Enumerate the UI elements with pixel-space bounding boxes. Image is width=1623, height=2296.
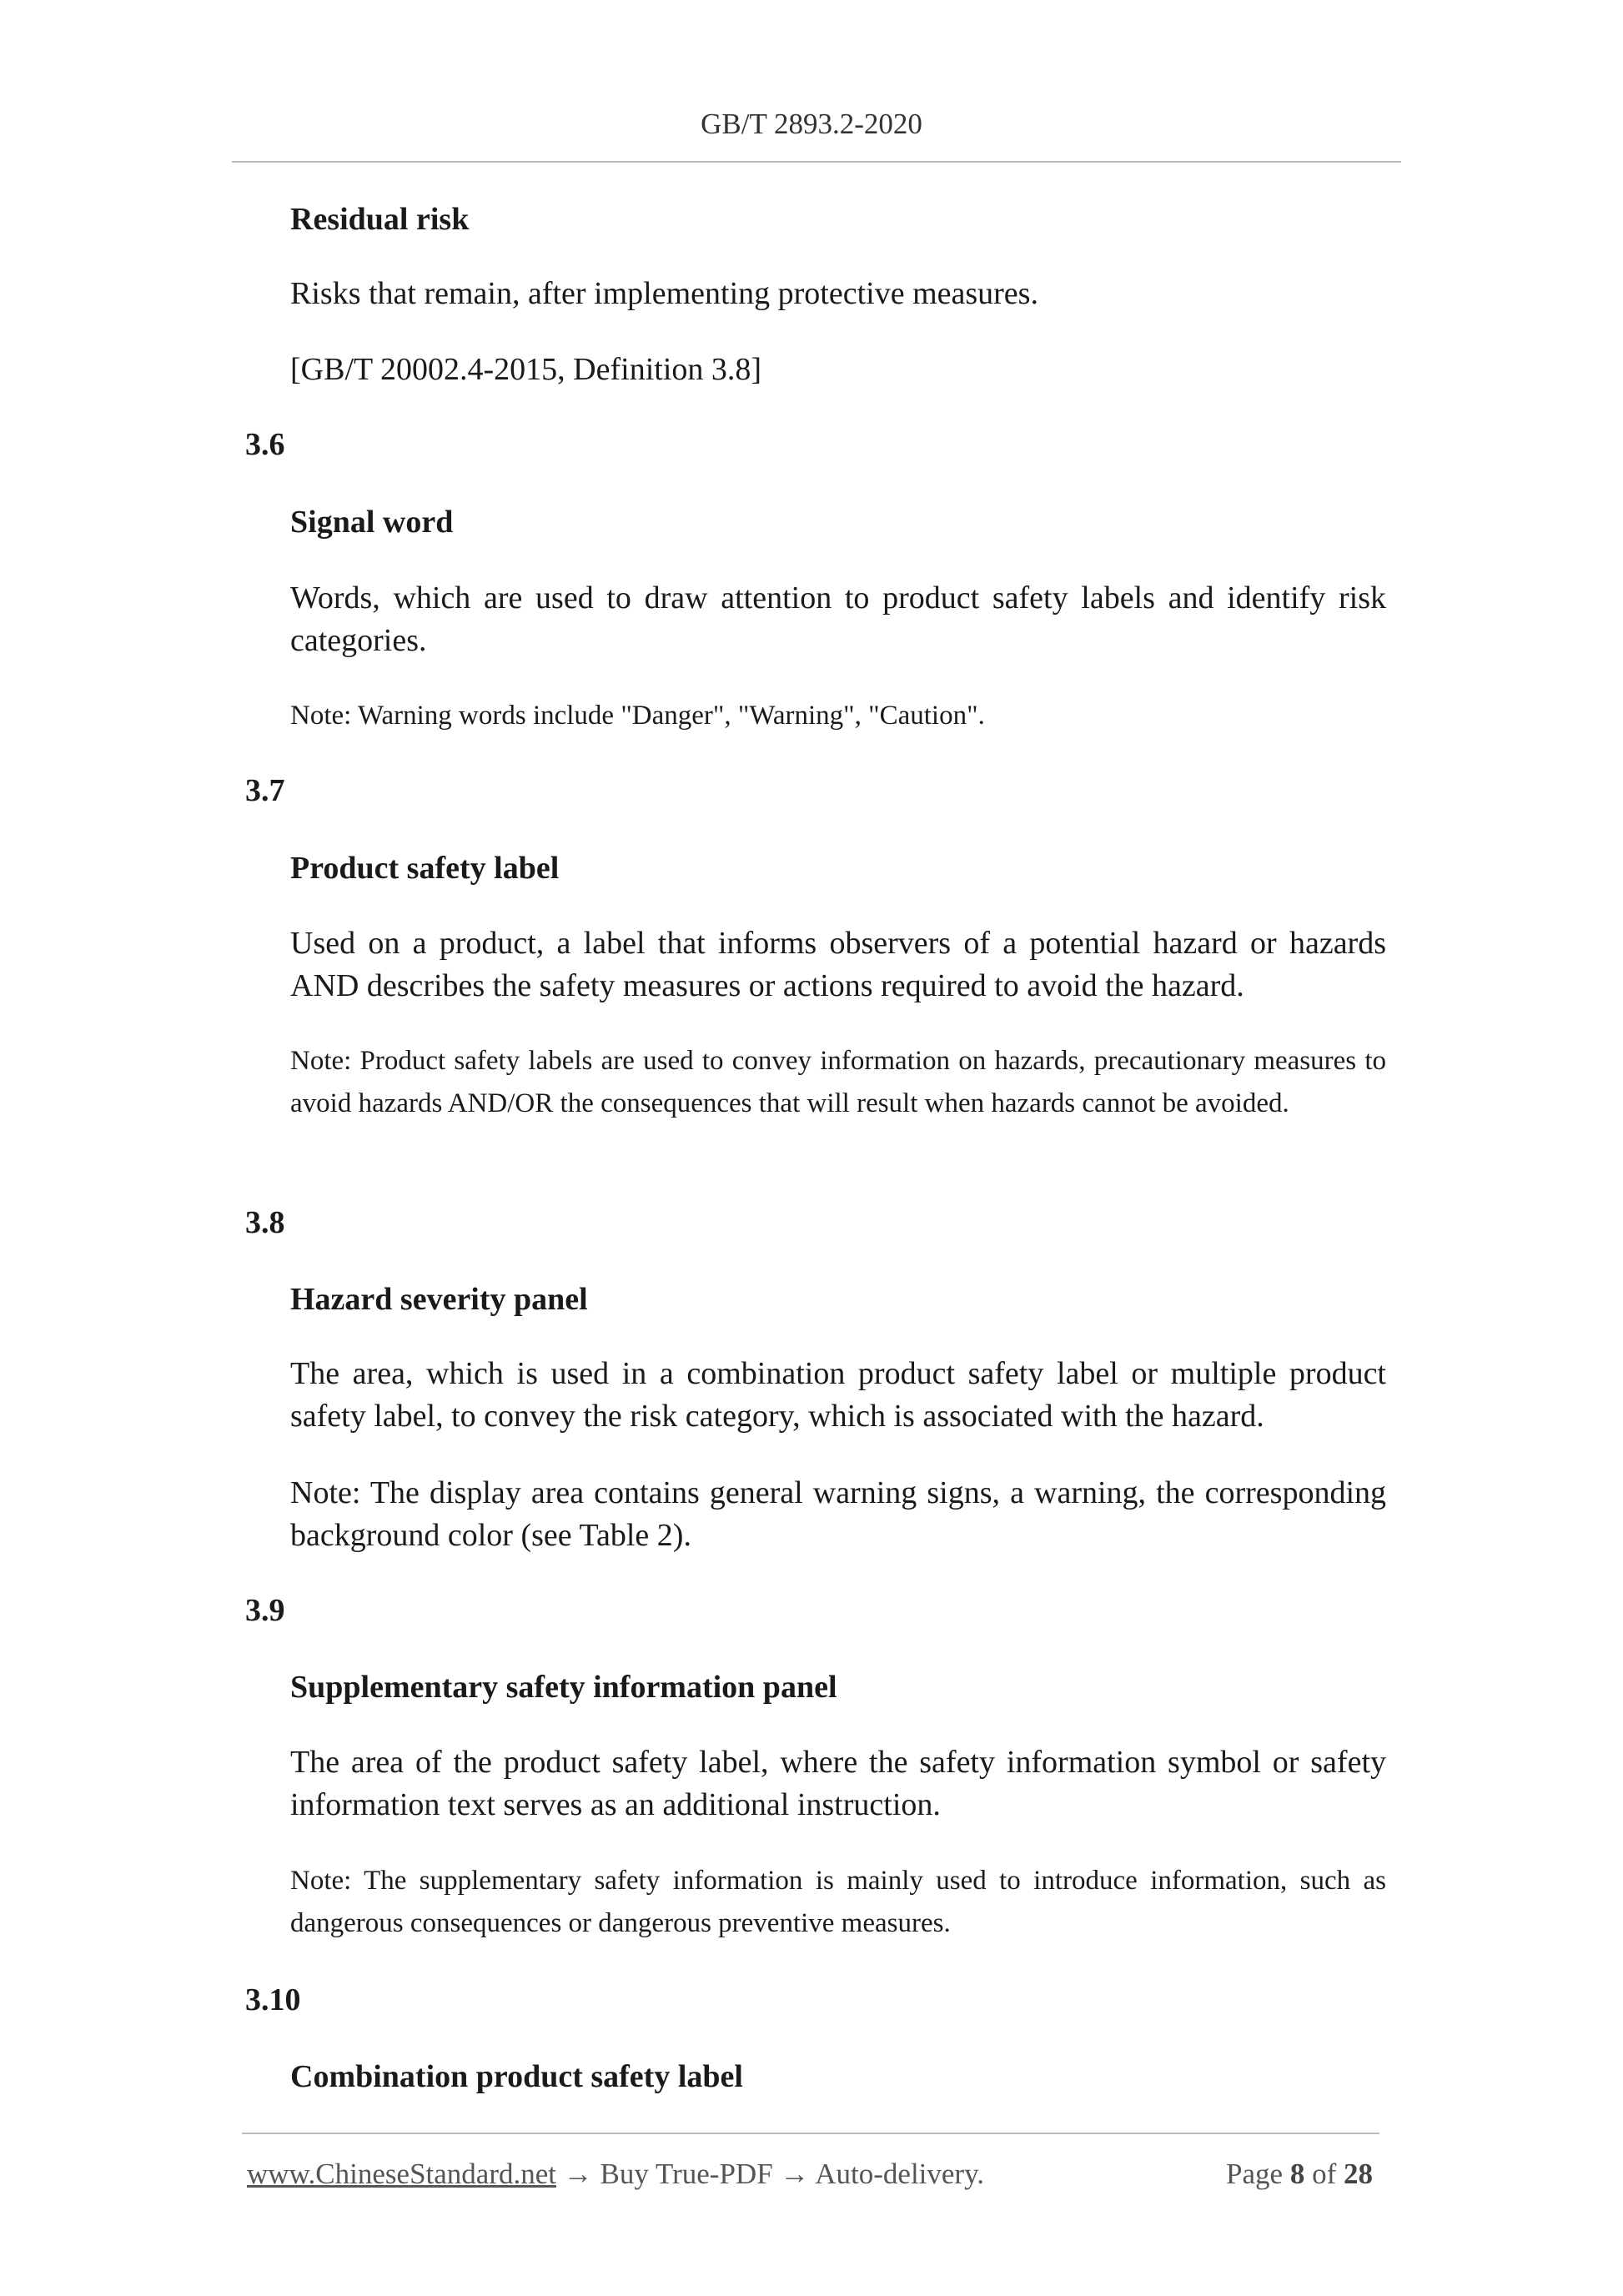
definition-supplementary-safety-information-panel: The area of the product safety label, where the safety information symbol or safety information text serves as an additional instruction. xyxy=(290,1745,1386,1822)
arrow-right-icon: → xyxy=(780,2158,810,2190)
page-number xyxy=(1226,2157,1373,2192)
page-of-label: of xyxy=(1312,2158,1337,2190)
footer-divider xyxy=(242,2133,1379,2134)
auto-delivery-text: Auto-delivery. xyxy=(815,2158,985,2190)
definition-product-safety-label: Used on a product, a label that informs observers of a potential hazard or hazards AND describes the safety measures or actions required to avoid the hazard. xyxy=(290,926,1386,1003)
clause-number-3-6: 3.6 xyxy=(245,427,285,462)
page-current: 8 xyxy=(1289,2158,1305,2190)
definition-residual-risk: Risks that remain, after implementing protective measures. xyxy=(290,276,1038,311)
clause-number-3-7: 3.7 xyxy=(245,773,285,808)
note-signal-word: Note: Warning words include "Danger", "Warning", "Caution". xyxy=(290,701,985,731)
running-header-title: GB/T 2893.2-2020 xyxy=(701,108,922,140)
term-supplementary-safety-information-panel: Supplementary safety information panel xyxy=(290,1670,837,1705)
header-divider xyxy=(232,161,1401,163)
note-supplementary-safety-information-panel: Note: The supplementary safety information is mainly used to introduce information, such as dangerous consequences or dangerous preventive measures. xyxy=(290,1866,1386,1938)
footer-promo xyxy=(247,2157,984,2192)
clause-number-3-9: 3.9 xyxy=(245,1593,285,1628)
page-label: Page xyxy=(1226,2158,1284,2190)
term-product-safety-label: Product safety label xyxy=(290,851,560,886)
buy-pdf-text: Buy True-PDF xyxy=(600,2158,773,2190)
term-hazard-severity-panel: Hazard severity panel xyxy=(290,1282,588,1317)
note-hazard-severity-panel: Note: The display area contains general warning signs, a warning, the corresponding background color (see Table 2). xyxy=(290,1475,1386,1553)
definition-hazard-severity-panel: The area, which is used in a combination product safety label or multiple product safety label, to convey the risk category, which is associated with the hazard. xyxy=(290,1356,1386,1434)
term-residual-risk: Residual risk xyxy=(290,202,470,237)
arrow-right-icon: → xyxy=(563,2158,593,2190)
website-link[interactable]: www.ChineseStandard.net xyxy=(247,2158,556,2190)
source-reference: [GB/T 20002.4-2015, Definition 3.8] xyxy=(290,352,762,387)
definition-signal-word: Words, which are used to draw attention to product safety labels and identify risk categories. xyxy=(290,580,1386,658)
term-signal-word: Signal word xyxy=(290,505,454,540)
term-combination-product-safety-label: Combination product safety label xyxy=(290,2059,743,2094)
clause-number-3-8: 3.8 xyxy=(245,1205,285,1240)
note-product-safety-label: Note: Product safety labels are used to convey information on hazards, precautionary measures to avoid hazards AND/OR the consequences that will result when hazards cannot be avoided. xyxy=(290,1046,1386,1118)
clause-number-3-10: 3.10 xyxy=(245,1982,301,2017)
page-total: 28 xyxy=(1344,2158,1373,2190)
